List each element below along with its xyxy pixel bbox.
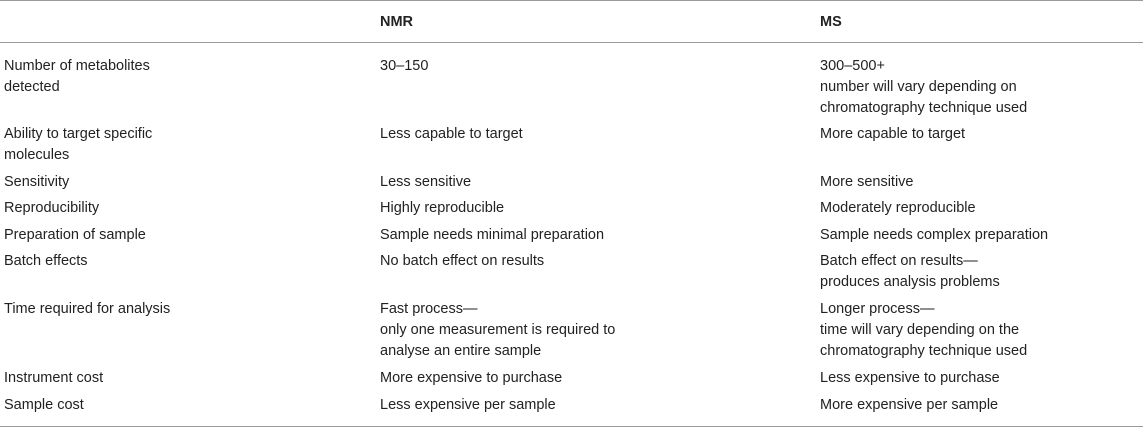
row-label: Time required for analysis: [4, 301, 171, 317]
ms-cell: Less expensive to purchase: [820, 370, 1000, 386]
ms-cell: More capable to target: [820, 126, 966, 142]
table-top-rule: [0, 0, 1143, 1]
row-label: Number of metabolites detected: [4, 58, 150, 95]
ms-cell: More expensive per sample: [820, 397, 999, 413]
ms-cell: More sensitive: [820, 174, 914, 190]
ms-cell: Longer process— time will vary depending on the chromatography technique used: [820, 301, 1028, 359]
row-label: Sensitivity: [4, 174, 70, 190]
nmr-cell: Fast process— only one measurement is required to analyse an entire sample: [380, 301, 616, 359]
row-label: Preparation of sample: [4, 227, 146, 243]
ms-cell: Sample needs complex preparation: [820, 227, 1049, 243]
header-cell-nmr: NMR: [380, 14, 414, 30]
nmr-cell: Less expensive per sample: [380, 397, 556, 413]
row-label: Sample cost: [4, 397, 84, 413]
nmr-cell: No batch effect on results: [380, 253, 545, 269]
nmr-cell: Highly reproducible: [380, 200, 505, 216]
nmr-cell: 30–150: [380, 58, 429, 74]
row-label: Instrument cost: [4, 370, 104, 386]
table-bottom-rule: [0, 426, 1143, 427]
nmr-cell: More expensive to purchase: [380, 370, 563, 386]
ms-cell: 300–500+ number will vary depending on chromatography technique used: [820, 58, 1028, 116]
row-label: Batch effects: [4, 253, 88, 269]
ms-cell: Batch effect on results— produces analysis problems: [820, 253, 1000, 290]
nmr-cell: Less capable to target: [380, 126, 523, 142]
nmr-cell: Less sensitive: [380, 174, 472, 190]
ms-cell: Moderately reproducible: [820, 200, 976, 216]
header-cell-ms: MS: [820, 14, 842, 30]
nmr-cell: Sample needs minimal preparation: [380, 227, 605, 243]
row-label: Reproducibility: [4, 200, 100, 216]
table-header-rule: [0, 42, 1143, 43]
row-label: Ability to target specific molecules: [4, 126, 153, 163]
